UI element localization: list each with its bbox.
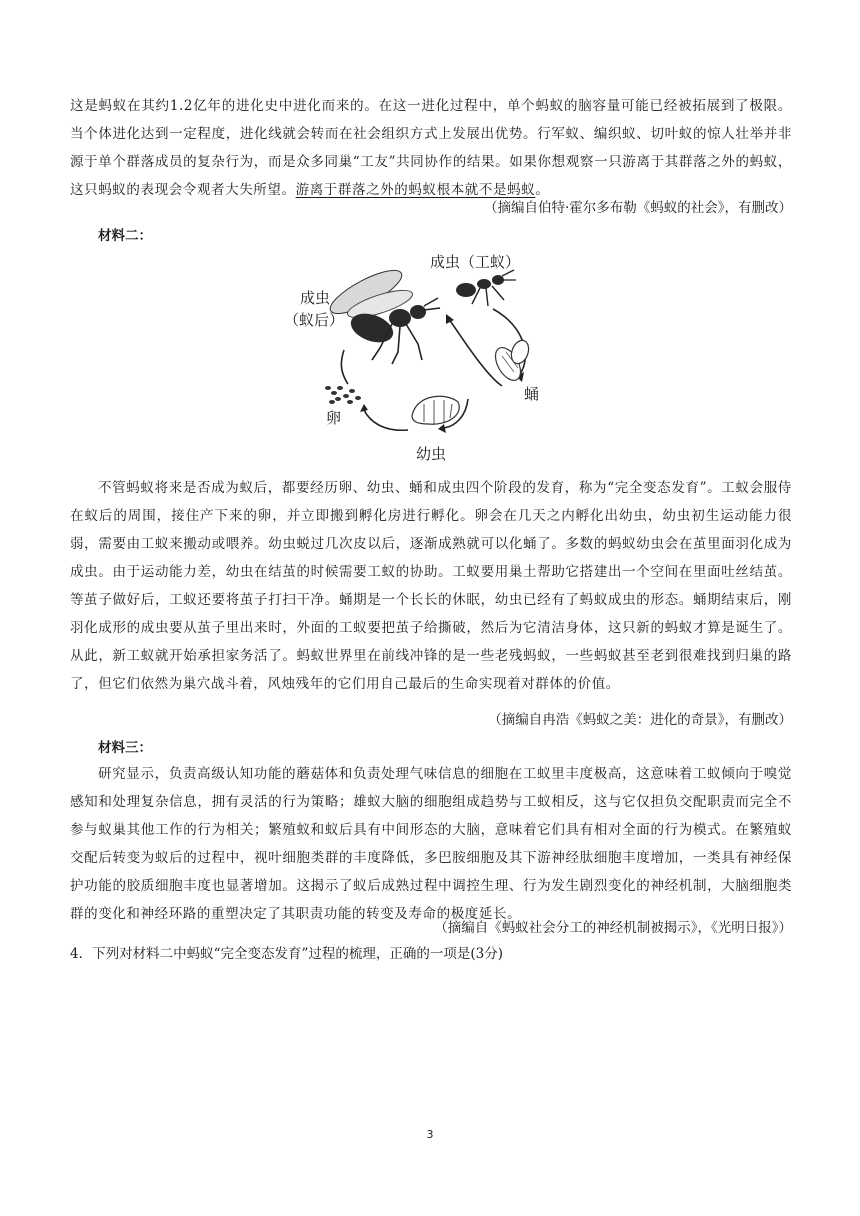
arrow-egg-to-queen xyxy=(341,350,348,384)
label-adult-worker: 成虫（工蚁） xyxy=(430,253,521,271)
arrow-larva-to-egg xyxy=(364,410,408,430)
material3-text xyxy=(70,760,792,928)
material1-text xyxy=(70,92,792,204)
larva-icon xyxy=(412,396,459,424)
material3-paragraph: 研究显示，负责高级认知功能的蘑菇体和负责处理气味信息的细胞在工蚁里丰度极高，这意味着工蚁倾向于嗅觉感知和处理复杂信息，拥有灵活的行为策略；雄蚁大脑的细胞组成趋势与工蚁相反，这与它仅担负交配职责而完全不参与蚁巢其他工作的行为相关；繁殖蚁和蚁后具有中间形态的大脑，意味着它们具有相对全面的行为模式。在繁殖蚁交配后转变为蚁后的过程中，视叶细胞类群的丰度降低，多巴胺细胞及其下游神经肽细胞丰度增加，一类具有神经保护功能的胶质细胞丰度也显著增加。这揭示了蚁后成熟过程中调控生理、行为发生剧烈变化的神经机制，大脑细胞类群的变化和神经环路的重塑决定了其职责功能的转变及寿命的极度延长。 xyxy=(70,766,792,922)
arrowhead xyxy=(438,424,446,433)
arrow-pupa-to-worker xyxy=(448,318,502,386)
material2-heading: 材料二： xyxy=(98,228,152,244)
material2-source: （摘编自冉浩《蚂蚁之美：进化的奇景》，有删改） xyxy=(488,712,792,728)
lifecycle-diagram xyxy=(288,244,558,466)
ant-lifecycle-figure xyxy=(284,244,558,466)
eggs-icon xyxy=(325,386,361,404)
worker-ant-icon xyxy=(456,270,516,306)
arrowhead xyxy=(446,314,454,324)
page-number: 3 xyxy=(426,1128,434,1141)
label-adult-queen-line2: （蚁后） xyxy=(284,311,345,329)
material1-source: （摘编自伯特·霍尔多布勒《蚂蚁的社会》，有删改） xyxy=(483,200,792,216)
arrowhead xyxy=(360,404,368,412)
question-4: 4．下列对材料二中蚂蚁“完全变态发育”过程的梳理，正确的一项是(3分) xyxy=(70,946,504,962)
material3-heading: 材料三： xyxy=(98,740,152,756)
material2-paragraph: 不管蚂蚁将来是否成为蚁后，都要经历卵、幼虫、蛹和成虫四个阶段的发育，称为“完全变态发育”。工蚁会服侍在蚁后的周围，接住产下来的卵，并立即搬到孵化房进行孵化。卵会在几天之内孵化出幼虫，幼虫初生运动能力很弱，需要由工蚁来搬动或喂养。幼虫蜕过几次皮以后，逐渐成熟就可以化蛹了。多数的蚂蚁幼虫会在茧里面羽化成为成虫。由于运动能力差，幼虫在结茧的时候需要工蚁的协助。工蚁要用巢土帮助它搭建出一个空间在里面吐丝结茧。等茧子做好后，工蚁还要将茧子打扫干净。蛹期是一个长长的休眠，幼虫已经有了蚂蚁成虫的形态。蛹期结束后，刚羽化成形的成虫要从茧子里出来时，外面的工蚁要把茧子给撕破，然后为它清洁身体，这只新的蚂蚁才算是诞生了。从此，新工蚁就开始承担家务活了。蚂蚁世界里在前线冲锋的是一些老残蚂蚁，一些蚂蚁甚至老到很难找到归巢的路了，但它们依然为巢穴战斗着，风烛残年的它们用自己最后的生命实现着对群体的价值。 xyxy=(70,480,792,692)
label-pupa: 蛹 xyxy=(524,385,540,403)
label-larva: 幼虫 xyxy=(416,445,447,463)
label-egg: 卵 xyxy=(326,409,342,427)
material3-source: （摘编自《蚂蚁社会分工的神经机制被揭示》，《光明日报》） xyxy=(434,920,792,936)
label-adult-queen-line1: 成虫 xyxy=(300,289,331,307)
material2-text xyxy=(70,474,792,698)
material1-underlined-sentence: 游离于群落之外的蚂蚁根本就不是蚂蚁 xyxy=(295,182,536,198)
material1-body: 这是蚂蚁在其约1.2亿年的进化史中进化而来的。在这一进化过程中，单个蚂蚁的脑容量可能已经被拓展到了极限。当个体进化达到一定程度，进化线就会转而在社会组织方式上发展出优势。行军蚁、编织蚁、切叶蚁的惊人壮举并非源于单个群落成员的复杂行为，而是众多同巢“工友”共同协作的结果。如果你想观察一只游离于其群落之外的蚂蚁，这只蚂蚁的表现会令观者大失所望。 xyxy=(70,98,792,198)
material1-end-punct: 。 xyxy=(535,182,550,198)
